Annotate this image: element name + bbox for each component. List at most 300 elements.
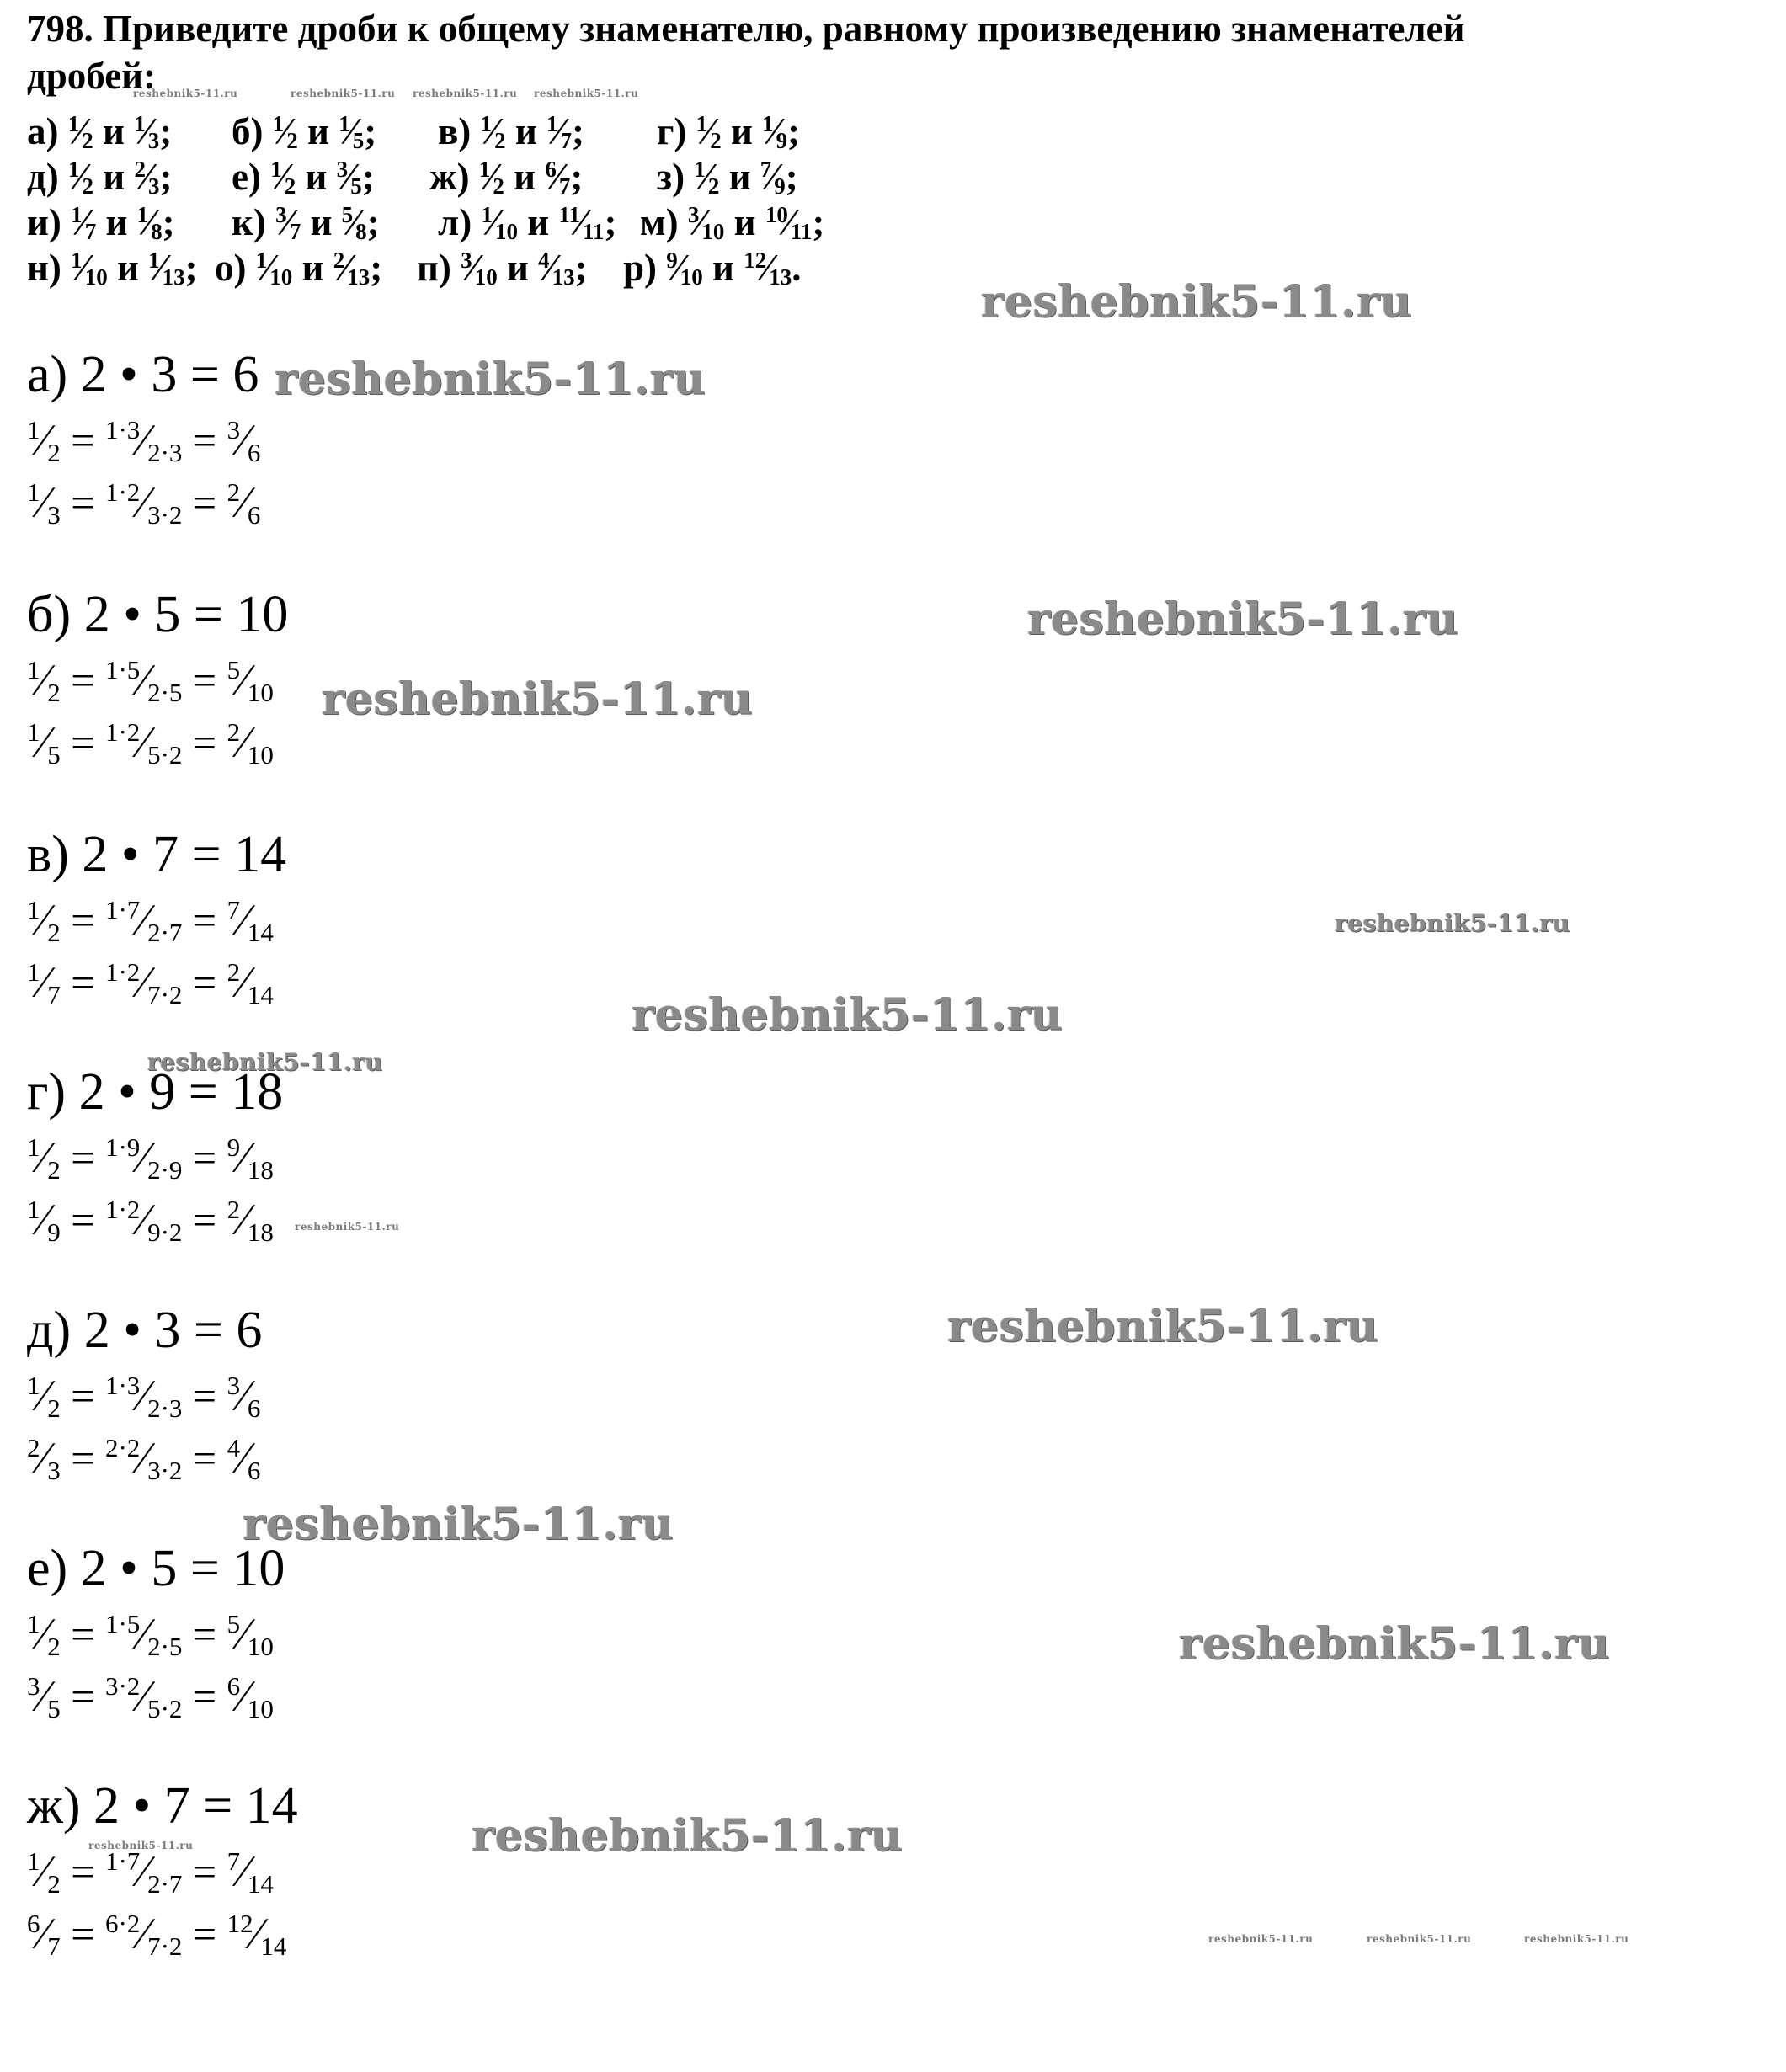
- fraction: [762, 109, 787, 158]
- watermark: reshebnik5-11.ru: [1179, 1618, 1611, 1670]
- denominator: 7: [558, 173, 571, 200]
- task-item: [640, 200, 824, 249]
- fraction-slash: ⁄: [140, 1196, 148, 1244]
- numerator: 2: [227, 717, 241, 748]
- denominator: 13: [769, 264, 792, 290]
- denominator: 7·2: [147, 1931, 183, 1961]
- equals-sign: =: [60, 657, 105, 704]
- numerator: 1·7: [104, 1846, 141, 1877]
- fraction-slash: ⁄: [143, 110, 150, 152]
- watermark: reshebnik5-11.ru: [981, 276, 1413, 328]
- separator: ;: [370, 247, 383, 289]
- equals-sign: =: [182, 1611, 227, 1658]
- solution-heading: ж) 2 • 7 = 14: [27, 1777, 298, 1835]
- separator: ;: [366, 201, 380, 243]
- denominator: 7: [84, 219, 97, 245]
- fraction-slash: ⁄: [786, 201, 793, 243]
- fraction-slash: ⁄: [280, 156, 286, 198]
- numerator: 3: [687, 202, 700, 228]
- fraction: [694, 155, 719, 204]
- fraction-slash: ⁄: [547, 247, 554, 289]
- denominator: 2: [284, 173, 296, 200]
- numerator: 1: [27, 1195, 40, 1225]
- numerator: 1: [68, 157, 80, 183]
- fraction-slash: ⁄: [470, 247, 477, 289]
- numerator: 2: [134, 157, 146, 183]
- denominator: 2·3: [147, 437, 183, 467]
- fraction-slash: ⁄: [488, 156, 495, 198]
- fraction-slash: ⁄: [77, 156, 84, 198]
- task-item-label: п): [417, 247, 461, 289]
- denominator: 2·5: [147, 1631, 183, 1661]
- numerator: 1: [27, 717, 40, 748]
- equals-sign: =: [60, 1372, 105, 1420]
- numerator: 7: [760, 157, 772, 183]
- task-item-label: л): [438, 201, 482, 243]
- fraction-slash: ⁄: [40, 1196, 48, 1244]
- numerator: 1: [136, 202, 149, 228]
- numerator: 1·7: [104, 895, 141, 925]
- conjunction: и: [721, 110, 763, 152]
- task-item-label: а): [27, 110, 68, 152]
- task-item: [27, 109, 172, 158]
- conjunction: и: [719, 156, 760, 198]
- denominator: 2: [47, 1631, 61, 1661]
- separator: ;: [159, 110, 173, 152]
- fraction-slash: ⁄: [140, 896, 148, 945]
- fraction-slash: ⁄: [140, 416, 148, 465]
- denominator: 18: [247, 1217, 274, 1247]
- numerator: 2: [227, 1195, 241, 1225]
- denominator: 6: [247, 1393, 261, 1423]
- task-item: [429, 155, 583, 204]
- equals-sign: =: [60, 897, 105, 944]
- task-item-label: м): [640, 201, 688, 243]
- fraction-slash: ⁄: [40, 416, 48, 465]
- fraction-slash: ⁄: [240, 1133, 248, 1182]
- task-item: [27, 200, 175, 249]
- numerator: 10: [765, 202, 788, 228]
- fraction-slash: ⁄: [140, 1847, 148, 1896]
- numerator: 12: [227, 1909, 253, 1939]
- equals-sign: =: [182, 1848, 227, 1895]
- denominator: 3: [147, 128, 160, 154]
- numerator: 3: [336, 157, 349, 183]
- numerator: 1: [696, 111, 708, 137]
- numerator: 1: [27, 477, 40, 508]
- separator: ;: [787, 110, 801, 152]
- numerator: 2: [27, 1433, 40, 1463]
- fraction: [256, 246, 293, 295]
- denominator: 14: [247, 1868, 274, 1899]
- solution-equation: [27, 1904, 286, 1969]
- numerator: 1: [27, 415, 40, 445]
- fraction-slash: ⁄: [240, 1196, 248, 1244]
- fraction: [666, 246, 703, 295]
- task-item: [232, 200, 380, 249]
- equals-sign: =: [60, 1910, 105, 1957]
- conjunction: и: [505, 110, 546, 152]
- fraction: [273, 109, 298, 158]
- solution-equation: [27, 1429, 260, 1494]
- separator: .: [792, 247, 802, 289]
- fraction-slash: ⁄: [705, 110, 712, 152]
- denominator: 2: [82, 173, 94, 200]
- denominator: 2: [493, 173, 504, 200]
- numerator: 1: [481, 202, 493, 228]
- numerator: 1: [27, 895, 40, 925]
- denominator: 2: [47, 1154, 61, 1185]
- solution-heading: г) 2 • 9 = 18: [27, 1063, 284, 1121]
- separator: ;: [184, 247, 198, 289]
- fraction-slash: ⁄: [40, 718, 48, 767]
- denominator: 10: [247, 1693, 274, 1723]
- denominator: 2: [47, 917, 61, 947]
- denominator: 13: [347, 264, 371, 290]
- fraction-slash: ⁄: [554, 156, 562, 198]
- watermark: reshebnik5-11.ru: [413, 88, 518, 99]
- task-item: [417, 246, 588, 295]
- numerator: 6·2: [104, 1909, 141, 1939]
- fraction-slash: ⁄: [40, 478, 48, 527]
- denominator: 6: [247, 1455, 261, 1485]
- solution-equation: [27, 953, 274, 1018]
- equals-sign: =: [182, 719, 227, 766]
- denominator: 10: [247, 739, 274, 770]
- denominator: 11: [790, 219, 813, 245]
- numerator: 1: [27, 1609, 40, 1639]
- fraction-slash: ⁄: [40, 958, 48, 1007]
- numerator: 2·2: [104, 1433, 141, 1463]
- fraction-slash: ⁄: [157, 247, 164, 289]
- conjunction: и: [702, 247, 744, 289]
- watermark: reshebnik5-11.ru: [1208, 1933, 1314, 1945]
- solution-equation: [27, 891, 274, 956]
- task-item: [438, 109, 584, 158]
- solution-equation: [27, 1128, 274, 1193]
- equals-sign: =: [182, 1372, 227, 1420]
- numerator: 6: [27, 1909, 40, 1939]
- numerator: 1: [27, 957, 40, 988]
- fraction-slash: ⁄: [40, 1847, 48, 1896]
- watermark: reshebnik5-11.ru: [243, 1499, 674, 1550]
- denominator: 3: [47, 1455, 61, 1485]
- fraction-slash: ⁄: [771, 110, 778, 152]
- numerator: 1: [27, 1132, 40, 1163]
- denominator: 10: [680, 264, 703, 290]
- fraction: [134, 109, 159, 158]
- denominator: 7: [560, 128, 573, 154]
- fraction: [270, 155, 296, 204]
- solution-heading: д) 2 • 3 = 6: [27, 1302, 263, 1359]
- fraction: [481, 109, 506, 158]
- denominator: 2: [710, 128, 722, 154]
- equals-sign: =: [60, 417, 105, 464]
- fraction-slash: ⁄: [40, 1672, 48, 1721]
- equals-sign: =: [60, 719, 105, 766]
- fraction-slash: ⁄: [140, 478, 148, 527]
- watermark: reshebnik5-11.ru: [632, 989, 1064, 1041]
- task-item-label: з): [657, 156, 695, 198]
- denominator: 3·2: [147, 1455, 183, 1485]
- task-item: [27, 246, 198, 295]
- conjunction: и: [297, 110, 339, 152]
- watermark: reshebnik5-11.ru: [472, 1810, 904, 1862]
- equals-sign: =: [60, 1848, 105, 1895]
- task-title-line1: 798. Приведите дроби к общему знаменателю, равному произведению знаменателей: [27, 8, 1465, 50]
- denominator: 7: [47, 1931, 61, 1961]
- numerator: 6: [227, 1671, 241, 1702]
- watermark: reshebnik5-11.ru: [1524, 1933, 1629, 1945]
- fraction-slash: ⁄: [703, 156, 711, 198]
- fraction: [134, 155, 159, 204]
- fraction-slash: ⁄: [240, 1372, 248, 1420]
- watermark: reshebnik5-11.ru: [291, 88, 396, 99]
- numerator: 2: [227, 477, 241, 508]
- solution-equation: [27, 1366, 260, 1431]
- denominator: 10: [495, 219, 518, 245]
- solution-heading: б) 2 • 5 = 10: [27, 586, 289, 643]
- fraction-slash: ⁄: [240, 478, 248, 527]
- task-item-label: о): [215, 247, 256, 289]
- equals-sign: =: [182, 417, 227, 464]
- denominator: 9: [774, 173, 786, 200]
- numerator: 4: [538, 248, 550, 274]
- fraction-slash: ⁄: [350, 201, 358, 243]
- solution-equation: [27, 1842, 274, 1907]
- task-item: [232, 109, 376, 158]
- numerator: 1: [339, 111, 350, 137]
- denominator: 2·3: [147, 1393, 183, 1423]
- denominator: 14: [247, 917, 274, 947]
- denominator: 5: [47, 739, 61, 770]
- fraction: [538, 246, 575, 295]
- solution-equation: [27, 651, 274, 716]
- denominator: 2: [707, 173, 720, 200]
- numerator: 9: [666, 248, 678, 274]
- numerator: 1·2: [104, 957, 141, 988]
- numerator: 1: [71, 202, 83, 228]
- equals-sign: =: [60, 1435, 105, 1482]
- denominator: 6: [247, 437, 261, 467]
- fraction-slash: ⁄: [140, 958, 148, 1007]
- denominator: 11: [582, 219, 605, 245]
- fraction-slash: ⁄: [764, 247, 771, 289]
- denominator: 5: [47, 1693, 61, 1723]
- fraction: [148, 246, 185, 295]
- solution-equation: [27, 1605, 274, 1670]
- numerator: 1: [67, 111, 80, 137]
- conjunction: и: [724, 201, 765, 243]
- denominator: 10: [701, 219, 725, 245]
- numerator: 1: [694, 157, 706, 183]
- numerator: 7: [227, 1846, 241, 1877]
- fraction-slash: ⁄: [40, 1610, 48, 1659]
- fraction-slash: ⁄: [556, 110, 562, 152]
- numerator: 3: [227, 1371, 241, 1401]
- watermark: reshebnik5-11.ru: [147, 1048, 383, 1076]
- fraction-slash: ⁄: [675, 247, 683, 289]
- equals-sign: =: [182, 1196, 227, 1244]
- denominator: 10: [269, 264, 293, 290]
- conjunction: и: [504, 156, 546, 198]
- denominator: 7: [289, 219, 301, 245]
- numerator: 2: [333, 248, 345, 274]
- numerator: 1: [478, 157, 491, 183]
- solution-equation: [27, 1667, 274, 1732]
- equals-sign: =: [60, 479, 105, 526]
- fraction-slash: ⁄: [342, 247, 349, 289]
- fraction: [481, 200, 518, 249]
- fraction-slash: ⁄: [143, 156, 151, 198]
- fraction: [333, 246, 371, 295]
- separator: ;: [570, 156, 584, 198]
- separator: ;: [364, 110, 377, 152]
- fraction-slash: ⁄: [348, 110, 355, 152]
- separator: ;: [361, 156, 375, 198]
- equals-sign: =: [60, 1673, 105, 1720]
- task-item-label: г): [657, 110, 696, 152]
- numerator: 1·2: [104, 1195, 141, 1225]
- numerator: 3: [27, 1671, 40, 1702]
- conjunction: и: [296, 156, 337, 198]
- numerator: 4: [227, 1433, 241, 1463]
- fraction-slash: ⁄: [40, 656, 48, 705]
- fraction-slash: ⁄: [240, 1672, 248, 1721]
- denominator: 5: [350, 173, 362, 200]
- denominator: 2·7: [147, 917, 183, 947]
- equals-sign: =: [60, 1134, 105, 1181]
- numerator: 12: [744, 248, 767, 274]
- denominator: 3: [147, 173, 160, 200]
- denominator: 2·7: [147, 1868, 183, 1899]
- fraction-slash: ⁄: [140, 718, 148, 767]
- fraction: [461, 246, 498, 295]
- task-item: [232, 155, 375, 204]
- fraction-slash: ⁄: [697, 201, 704, 243]
- numerator: 2: [227, 957, 241, 988]
- denominator: 18: [247, 1154, 274, 1185]
- numerator: 1: [27, 1371, 40, 1401]
- task-item: [623, 246, 801, 295]
- numerator: 1: [134, 111, 146, 137]
- fraction-slash: ⁄: [80, 247, 87, 289]
- task-item-label: ж): [429, 156, 479, 198]
- fraction: [275, 200, 301, 249]
- conjunction: и: [518, 201, 559, 243]
- denominator: 9: [47, 1217, 61, 1247]
- solution-heading: в) 2 • 7 = 14: [27, 826, 287, 883]
- fraction: [545, 155, 570, 204]
- numerator: 1: [546, 111, 558, 137]
- equals-sign: =: [60, 1196, 105, 1244]
- denominator: 9: [776, 128, 788, 154]
- numerator: 6: [545, 157, 557, 183]
- fraction: [71, 246, 108, 295]
- fraction: [765, 200, 813, 249]
- watermark: reshebnik5-11.ru: [534, 88, 639, 99]
- denominator: 5·2: [147, 739, 183, 770]
- equals-sign: =: [182, 1134, 227, 1181]
- fraction-slash: ⁄: [40, 1372, 48, 1420]
- fraction: [760, 155, 786, 204]
- separator: ;: [785, 156, 798, 198]
- fraction-slash: ⁄: [240, 896, 248, 945]
- task-title-line2: дробей:: [27, 55, 157, 97]
- numerator: 5: [341, 202, 354, 228]
- fraction-slash: ⁄: [282, 110, 289, 152]
- denominator: 9·2: [147, 1217, 183, 1247]
- watermark: reshebnik5-11.ru: [88, 1840, 194, 1851]
- task-item-label: б): [232, 110, 273, 152]
- task-item-label: и): [27, 201, 72, 243]
- fraction-slash: ⁄: [140, 1434, 148, 1483]
- equals-sign: =: [182, 1673, 227, 1720]
- denominator: 2: [494, 128, 506, 154]
- watermark: reshebnik5-11.ru: [295, 1221, 400, 1233]
- watermark: reshebnik5-11.ru: [947, 1301, 1379, 1352]
- numerator: 1: [71, 248, 83, 274]
- task-item: [657, 109, 800, 158]
- separator: ;: [162, 201, 175, 243]
- numerator: 1: [27, 655, 40, 685]
- numerator: 1·2: [104, 477, 141, 508]
- denominator: 10: [247, 677, 274, 707]
- denominator: 10: [474, 264, 498, 290]
- fraction: [68, 155, 93, 204]
- fraction-slash: ⁄: [140, 1672, 148, 1721]
- denominator: 14: [260, 1931, 287, 1961]
- fraction-slash: ⁄: [489, 110, 497, 152]
- denominator: 2·5: [147, 677, 183, 707]
- numerator: 1: [255, 248, 268, 274]
- denominator: 3·2: [147, 499, 183, 530]
- equals-sign: =: [182, 1910, 227, 1957]
- fraction: [744, 246, 792, 295]
- fraction-slash: ⁄: [140, 1910, 148, 1958]
- fraction: [558, 200, 604, 249]
- fraction-slash: ⁄: [146, 201, 153, 243]
- task-item-label: в): [438, 110, 481, 152]
- separator: ;: [572, 110, 585, 152]
- numerator: 1·3: [104, 1371, 141, 1401]
- separator: ;: [574, 247, 588, 289]
- denominator: 10: [247, 1631, 274, 1661]
- fraction: [546, 109, 572, 158]
- equals-sign: =: [182, 1435, 227, 1482]
- numerator: 1: [27, 1846, 40, 1877]
- solution-heading: е) 2 • 5 = 10: [27, 1540, 285, 1597]
- conjunction: и: [107, 247, 149, 289]
- conjunction: и: [96, 201, 137, 243]
- numerator: 1: [480, 111, 493, 137]
- task-item-label: р): [623, 247, 667, 289]
- numerator: 1·5: [104, 655, 141, 685]
- solution-equation: [27, 411, 260, 476]
- denominator: 8: [151, 219, 163, 245]
- denominator: 7·2: [147, 979, 183, 1009]
- task-item-label: н): [27, 247, 72, 289]
- numerator: 3: [227, 415, 241, 445]
- fraction-slash: ⁄: [140, 1372, 148, 1420]
- denominator: 6: [247, 499, 261, 530]
- denominator: 14: [247, 979, 274, 1009]
- denominator: 13: [162, 264, 185, 290]
- task-item-label: е): [232, 156, 271, 198]
- task-item: [438, 200, 616, 249]
- numerator: 1·5: [104, 1609, 141, 1639]
- fraction: [688, 200, 725, 249]
